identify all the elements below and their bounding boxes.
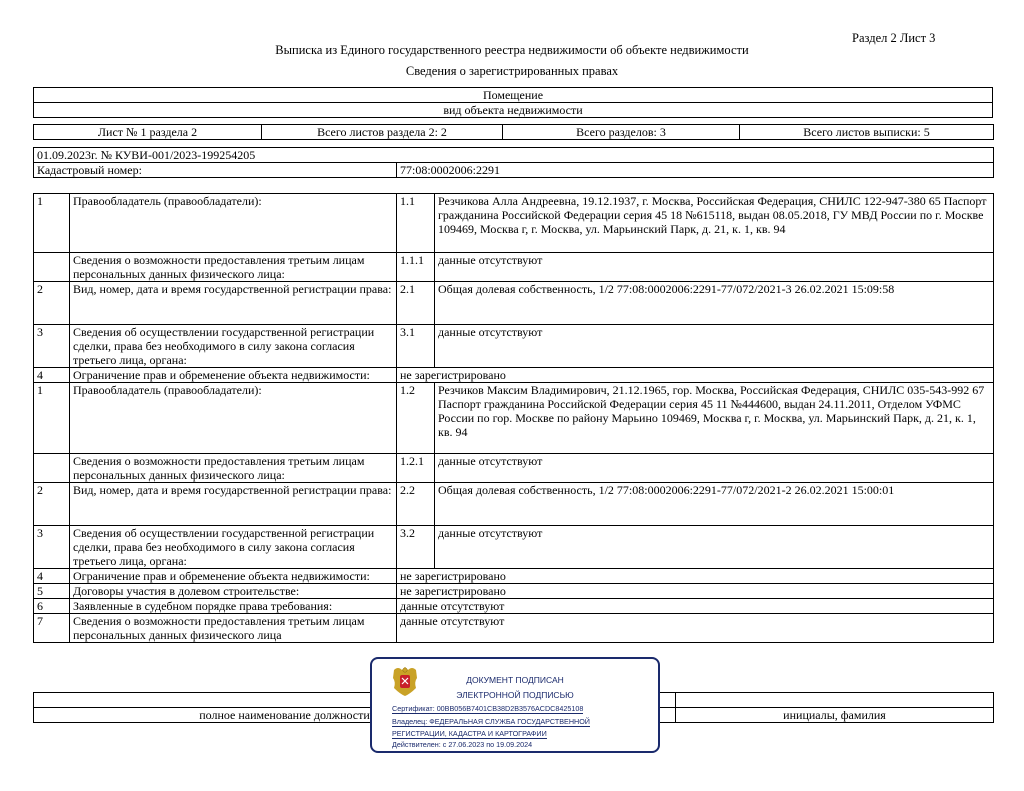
row-value: Резчиков Максим Владимирович, 21.12.1965, гор. Москва, Российская Федерация, СНИЛС 035-543-992 67 Паспорт гражданина Российской Федерации серия 45 11 №444600, выдан 24.11.2011, Отделом УФМС России по гор. Москве по району Марьино 109469, Москва г, г. Москва, ул. Марьинский Парк, д. 21, к. 1, кв. 94	[435, 383, 994, 454]
row-value: Общая долевая собственность, 1/2 77:08:0002006:2291-77/072/2021-3 26.02.2021 15:09:58	[435, 282, 994, 325]
row-value: данные отсутствуют	[435, 526, 994, 569]
row-label: Сведения об осуществлении государственной регистрации сделки, права без необходимого в силу закона согласия третьего лица, органа:	[70, 325, 397, 368]
table-row	[34, 454, 994, 483]
row-number: 1	[34, 194, 70, 253]
row-label: Заявленные в судебном порядке права требования:	[70, 599, 397, 614]
row-label: Договоры участия в долевом строительстве:	[70, 584, 397, 599]
name-label: инициалы, фамилия	[676, 708, 994, 723]
section-sheet-label: Раздел 2 Лист 3	[852, 31, 936, 45]
row-label: Сведения о возможности предоставления третьим лицам персональных данных физического лица:	[70, 253, 397, 282]
row-number: 6	[34, 599, 70, 614]
row-label: Ограничение прав и обременение объекта недвижимости:	[70, 368, 397, 383]
row-label: Сведения о возможности предоставления третьим лицам персональных данных физического лица	[70, 614, 397, 643]
row-label: Сведения о возможности предоставления третьим лицам персональных данных физического лица:	[70, 454, 397, 483]
table-row	[34, 526, 994, 569]
sheet-number: Лист № 1 раздела 2	[34, 125, 262, 140]
stamp-line2: ЭЛЕКТРОННОЙ ПОДПИСЬЮ	[456, 690, 574, 700]
total-sections: Всего разделов: 3	[503, 125, 740, 140]
row-number: 2	[34, 282, 70, 325]
total-extract-sheets: Всего листов выписки: 5	[740, 125, 994, 140]
row-number: 4	[34, 569, 70, 584]
row-number: 7	[34, 614, 70, 643]
table-row	[34, 569, 994, 584]
row-label: Сведения об осуществлении государственной регистрации сделки, права без необходимого в силу закона согласия третьего лица, органа:	[70, 526, 397, 569]
document-title: Выписка из Единого государственного реестра недвижимости об объекте недвижимости	[275, 43, 749, 57]
row-number: 2	[34, 483, 70, 526]
row-code: 1.1.1	[397, 253, 435, 282]
object-type-caption: вид объекта недвижимости	[34, 103, 993, 118]
table-row	[34, 282, 994, 325]
stamp-owner-2: РЕГИСТРАЦИИ, КАДАСТРА И КАРТОГРАФИИ	[392, 729, 547, 738]
stamp-certificate: Сертификат: 00BB056B7401CB38D2B3576ACDC8425108	[392, 704, 584, 713]
row-value: не зарегистрировано	[397, 569, 994, 584]
position-label: полное наименование должности	[34, 708, 536, 723]
table-row	[34, 325, 994, 368]
row-label: Вид, номер, дата и время государственной регистрации права:	[70, 483, 397, 526]
cadastral-value: 77:08:0002006:2291	[397, 163, 994, 178]
row-label: Вид, номер, дата и время государственной регистрации права:	[70, 282, 397, 325]
table-row	[34, 383, 994, 454]
electronic-signature-stamp	[370, 657, 660, 753]
cadastral-label: Кадастровый номер:	[34, 163, 397, 178]
row-value: Резчикова Алла Андреевна, 19.12.1937, г. Москва, Российская Федерация, СНИЛС 122-947-380 65 Паспорт гражданина Российской Федерации серия 45 18 №615118, выдан 08.05.2018, ГУ МВД России по г. Москве 109469, Москва г, г. Москва, ул. Марьинский Парк, д. 21, к. 1, кв. 94	[435, 194, 994, 253]
row-code: 1.2.1	[397, 454, 435, 483]
table-row	[34, 194, 994, 253]
table-row	[34, 584, 994, 599]
row-number	[34, 454, 70, 483]
rights-table	[33, 193, 994, 643]
object-type-table	[33, 87, 993, 118]
row-value: данные отсутствуют	[435, 253, 994, 282]
row-value: данные отсутствуют	[435, 454, 994, 483]
row-code: 2.1	[397, 282, 435, 325]
row-number	[34, 253, 70, 282]
stamp-valid: Действителен: с 27.06.2023 по 19.09.2024	[392, 740, 533, 749]
date-number: 01.09.2023г. № КУВИ-001/2023-199254205	[34, 148, 994, 163]
meta-table	[33, 147, 994, 178]
object-type: Помещение	[34, 88, 993, 103]
row-number: 4	[34, 368, 70, 383]
row-value: Общая долевая собственность, 1/2 77:08:0002006:2291-77/072/2021-2 26.02.2021 15:00:01	[435, 483, 994, 526]
table-row	[34, 368, 994, 383]
row-code: 1.1	[397, 194, 435, 253]
table-row	[34, 614, 994, 643]
document-subtitle: Сведения о зарегистрированных правах	[405, 64, 619, 78]
row-number: 3	[34, 526, 70, 569]
row-number: 5	[34, 584, 70, 599]
row-label: Правообладатель (правообладатели):	[70, 383, 397, 454]
table-row	[34, 483, 994, 526]
row-value: не зарегистрировано	[397, 584, 994, 599]
row-label: Правообладатель (правообладатели):	[70, 194, 397, 253]
row-number: 3	[34, 325, 70, 368]
row-value: данные отсутствуют	[435, 325, 994, 368]
stamp-line1: ДОКУМЕНТ ПОДПИСАН	[466, 675, 564, 685]
row-number: 1	[34, 383, 70, 454]
row-code: 3.1	[397, 325, 435, 368]
stamp-owner: Владелец: ФЕДЕРАЛЬНАЯ СЛУЖБА ГОСУДАРСТВЕННОЙ	[392, 717, 590, 726]
row-value: не зарегистрировано	[397, 368, 994, 383]
row-label: Ограничение прав и обременение объекта недвижимости:	[70, 569, 397, 584]
sheets-table	[33, 124, 994, 140]
table-row	[34, 599, 994, 614]
row-value: данные отсутствуют	[397, 599, 994, 614]
table-row	[34, 253, 994, 282]
row-value: данные отсутствуют	[397, 614, 994, 643]
row-code: 3.2	[397, 526, 435, 569]
row-code: 1.2	[397, 383, 435, 454]
row-code: 2.2	[397, 483, 435, 526]
total-section-sheets: Всего листов раздела 2: 2	[262, 125, 503, 140]
